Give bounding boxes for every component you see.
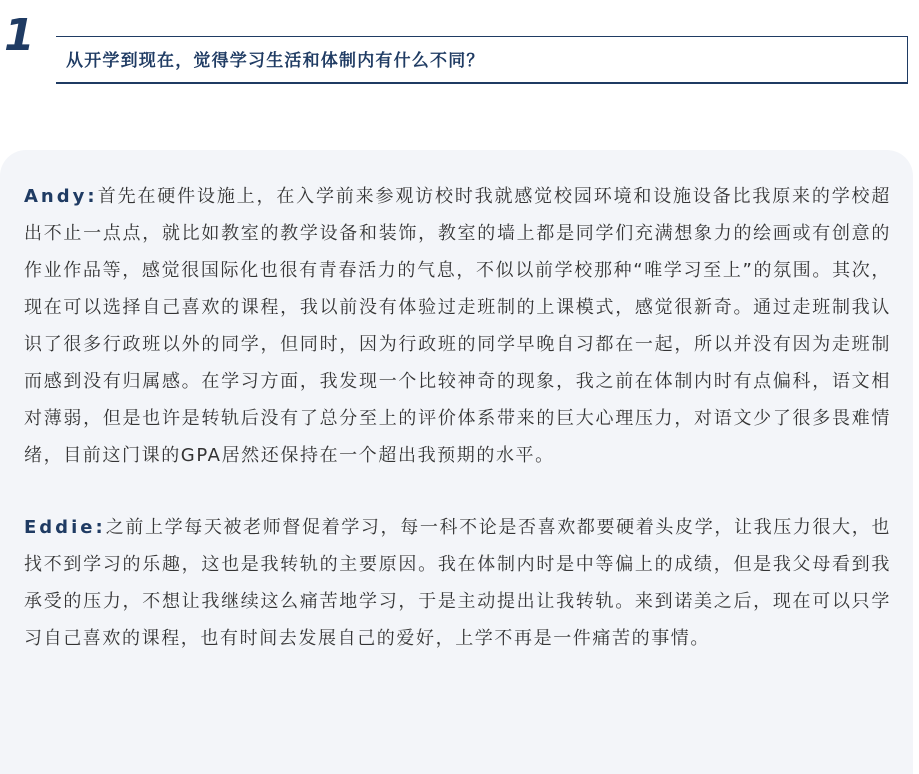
answer-card	[0, 150, 913, 774]
question-text: 从开学到现在，觉得学习生活和体制内有什么不同？	[66, 51, 485, 71]
answer-andy	[24, 178, 891, 474]
answer-text: 之前上学每天被老师督促着学习，每一科不论是否喜欢都要硬着头皮学，让我压力很大，也找不到学习的乐趣，这也是我转轨的主要原因。我在体制内时是中等偏上的成绩，但是我父母看到我承受的压力，不想让我继续这么痛苦地学习，于是主动提出让我转轨。来到诺美之后，现在可以只学习自己喜欢的课程，也有时间去发展自己的爱好，上学不再是一件痛苦的事情。	[24, 517, 891, 649]
speaker-name: Eddie:	[24, 517, 106, 538]
speaker-name: Andy:	[24, 186, 98, 207]
answer-text: 首先在硬件设施上，在入学前来参观访校时我就感觉校园环境和设施设备比我原来的学校超出不止一点点，就比如教室的教学设备和装饰，教室的墙上都是同学们充满想象力的绘画或有创意的作业作品等，感觉很国际化也很有青春活力的气息，不似以前学校那种“唯学习至上”的氛围。其次，现在可以选择自己喜欢的课程，我以前没有体验过走班制的上课模式，感觉很新奇。通过走班制我认识了很多行政班以外的同学，但同时，因为行政班的同学早晚自习都在一起，所以并没有因为走班制而感到没有归属感。在学习方面，我发现一个比较神奇的现象，我之前在体制内时有点偏科，语文相对薄弱，但是也许是转轨后没有了总分至上的评价体系带来的巨大心理压力，对语文少了很多畏难情绪，目前这门课的GPA居然还保持在一个超出我预期的水平。	[24, 186, 891, 466]
answer-eddie	[24, 509, 891, 657]
question-number: 1	[4, 10, 35, 61]
question-box	[56, 36, 908, 84]
